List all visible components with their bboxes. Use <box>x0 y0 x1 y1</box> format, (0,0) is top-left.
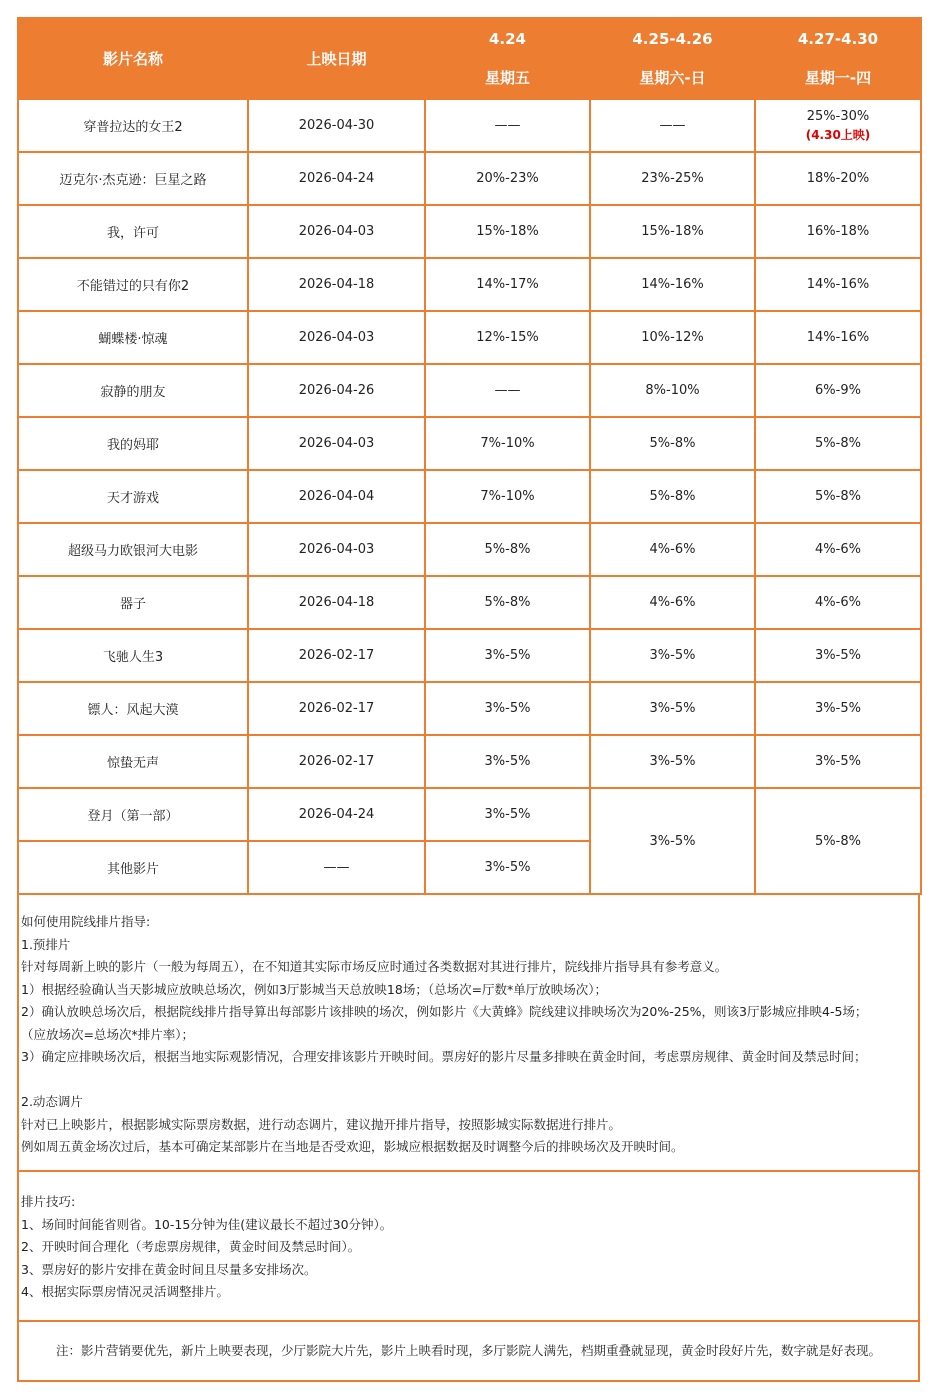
rate-col1: 3%-5% <box>425 788 590 841</box>
rate-col3: 14%-16% <box>755 311 921 364</box>
guide-pre-heading: 1.预排片 <box>21 936 71 952</box>
guide-dyn-line2: 例如周五黄金场次过后，基本可确定某部影片在当地是否受欢迎，影城应根据数据及时调整今后的排映场次及开映时间。 <box>21 1139 684 1154</box>
release-date: 2026-04-24 <box>248 152 425 205</box>
table-row <box>18 470 921 523</box>
rate-col3 <box>755 99 921 152</box>
rate-col3: 6%-9% <box>755 364 921 417</box>
guide-pre-step3: 3）确定应排映场次后，根据当地实际观影情况，合理安排该影片开映时间。票房好的影片尽量多排映在黄金时间，考虑票房规律、黄金时间及禁忌时间； <box>21 1049 867 1064</box>
rate-col3: 3%-5% <box>755 735 921 788</box>
rate-col2: 14%-16% <box>590 258 755 311</box>
release-note: (4.30上映) <box>805 127 871 142</box>
guide-pre-intro: 针对每周新上映的影片（一般为每周五），在不知道其实际市场反应时通过各类数据对其进行排片，院线排片指导具有参考意义。 <box>21 959 728 974</box>
table-row <box>18 152 921 205</box>
table-row <box>18 523 921 576</box>
film-title: 蝴蝶楼·惊魂 <box>18 311 248 364</box>
rate-col1: 5%-8% <box>425 576 590 629</box>
rate-value: 25%-30% <box>806 108 870 124</box>
rate-col1: 15%-18% <box>425 205 590 258</box>
note-section <box>17 1322 920 1382</box>
film-title: 超级马力欧银河大电影 <box>18 523 248 576</box>
rate-col2: 8%-10% <box>590 364 755 417</box>
rate-col3: 4%-6% <box>755 576 921 629</box>
release-date: 2026-04-30 <box>248 99 425 152</box>
rate-col2: 23%-25% <box>590 152 755 205</box>
rate-col2: 3%-5% <box>590 629 755 682</box>
table-header-row <box>18 18 921 99</box>
release-date: 2026-04-26 <box>248 364 425 417</box>
film-title: 寂静的朋友 <box>18 364 248 417</box>
schedule-document <box>17 17 920 1382</box>
rate-col1: 7%-10% <box>425 470 590 523</box>
table-row <box>18 258 921 311</box>
film-title: 迈克尔·杰克逊：巨星之路 <box>18 152 248 205</box>
rate-col2: 3%-5% <box>590 735 755 788</box>
release-date: 2026-04-03 <box>248 311 425 364</box>
rate-col1: 14%-17% <box>425 258 590 311</box>
film-title: 其他影片 <box>18 841 248 894</box>
release-date: 2026-02-17 <box>248 735 425 788</box>
table-row <box>18 364 921 417</box>
rate-col1: 20%-23% <box>425 152 590 205</box>
guide-pre-step1: 1）根据经验确认当天影城应放映总场次，例如3厅影城当天总放映18场；（总场次=厅数*单厅放映场次）； <box>21 981 608 997</box>
rate-col1: —— <box>425 99 590 152</box>
rate-col2-merged: 3%-5% <box>590 788 755 894</box>
rate-col3: 18%-20% <box>755 152 921 205</box>
film-title: 器子 <box>18 576 248 629</box>
release-date: 2026-04-18 <box>248 576 425 629</box>
header-col1: 4.24 星期五 <box>425 18 590 99</box>
rate-col1: 3%-5% <box>425 629 590 682</box>
table-row <box>18 99 921 152</box>
table-row <box>18 576 921 629</box>
guide-section <box>17 895 920 1172</box>
film-title: 穿普拉达的女王2 <box>18 99 248 152</box>
film-title: 飞驰人生3 <box>18 629 248 682</box>
rate-col3: 5%-8% <box>755 417 921 470</box>
rate-col1: 7%-10% <box>425 417 590 470</box>
guide-pre-step2a: 2）确认放映总场次后，根据院线排片指导算出每部影片该排映的场次，例如影片《大黄蜂》院线建议排映场次为20%-25%，则该3厅影城应排映4-5场； <box>21 1004 868 1019</box>
rate-col1: 3%-5% <box>425 682 590 735</box>
rate-col1: 3%-5% <box>425 735 590 788</box>
tip-item: 3、票房好的影片安排在黄金时间且尽量多安排场次。 <box>21 1261 317 1277</box>
table-row <box>18 735 921 788</box>
release-date: —— <box>248 841 425 894</box>
tip-item: 1、场间时间能省则省。10-15分钟为佳(建议最长不超过30分钟）。 <box>21 1216 393 1232</box>
film-title: 我的妈耶 <box>18 417 248 470</box>
rate-col1: 5%-8% <box>425 523 590 576</box>
release-date: 2026-04-24 <box>248 788 425 841</box>
release-date: 2026-02-17 <box>248 629 425 682</box>
film-title: 登月（第一部） <box>18 788 248 841</box>
rate-col3: 14%-16% <box>755 258 921 311</box>
rate-col2: 3%-5% <box>590 682 755 735</box>
film-title: 不能错过的只有你2 <box>18 258 248 311</box>
rate-col1: 3%-5% <box>425 841 590 894</box>
header-col3: 4.27-4.30 星期一-四 <box>755 18 921 99</box>
rate-col1: —— <box>425 364 590 417</box>
tips-section <box>17 1172 920 1322</box>
guide-dyn-heading: 2.动态调片 <box>21 1094 83 1109</box>
rate-col2: 15%-18% <box>590 205 755 258</box>
header-title: 影片名称 <box>18 18 248 99</box>
table-row <box>18 629 921 682</box>
table-row <box>18 205 921 258</box>
schedule-table <box>17 17 922 895</box>
release-date: 2026-04-03 <box>248 417 425 470</box>
rate-col3: 4%-6% <box>755 523 921 576</box>
guide-pre-step2b: （应放场次=总场次*排片率）； <box>21 1026 194 1042</box>
tip-item: 2、开映时间合理化（考虑票房规律，黄金时间及禁忌时间）。 <box>21 1239 361 1254</box>
header-col2: 4.25-4.26 星期六-日 <box>590 18 755 99</box>
rate-col3-merged: 5%-8% <box>755 788 921 894</box>
rate-col1: 12%-15% <box>425 311 590 364</box>
guide-dyn-line1: 针对已上映影片，根据影城实际票房数据，进行动态调片，建议抛开排片指导，按照影城实际数据进行排片。 <box>21 1116 622 1132</box>
release-date: 2026-04-03 <box>248 205 425 258</box>
rate-col3: 3%-5% <box>755 682 921 735</box>
rate-col3: 16%-18% <box>755 205 921 258</box>
rate-col3: 5%-8% <box>755 470 921 523</box>
film-title: 镖人：风起大漠 <box>18 682 248 735</box>
film-title: 天才游戏 <box>18 470 248 523</box>
note-text: 注：影片营销要优先，新片上映要表现，少厅影院大片先，影片上映看时现，多厅影院人满先，档期重叠就显现，黄金时段好片先，数字就是好表现。 <box>55 1343 881 1358</box>
film-title: 惊蛰无声 <box>18 735 248 788</box>
header-release: 上映日期 <box>248 18 425 99</box>
rate-col2: 5%-8% <box>590 470 755 523</box>
table-row <box>18 417 921 470</box>
release-date: 2026-04-18 <box>248 258 425 311</box>
rate-col2: 5%-8% <box>590 417 755 470</box>
table-row <box>18 788 921 841</box>
rate-col2: 4%-6% <box>590 523 755 576</box>
rate-col3: 3%-5% <box>755 629 921 682</box>
release-date: 2026-04-04 <box>248 470 425 523</box>
rate-col2: 4%-6% <box>590 576 755 629</box>
film-title: 我，许可 <box>18 205 248 258</box>
tips-title: 排片技巧: <box>21 1194 76 1209</box>
release-date: 2026-02-17 <box>248 682 425 735</box>
table-row <box>18 682 921 735</box>
release-date: 2026-04-03 <box>248 523 425 576</box>
guide-title: 如何使用院线排片指导: <box>21 914 151 929</box>
rate-col2: 10%-12% <box>590 311 755 364</box>
table-row <box>18 311 921 364</box>
tip-item: 4、根据实际票房情况灵活调整排片。 <box>21 1284 229 1299</box>
rate-col2: —— <box>590 99 755 152</box>
